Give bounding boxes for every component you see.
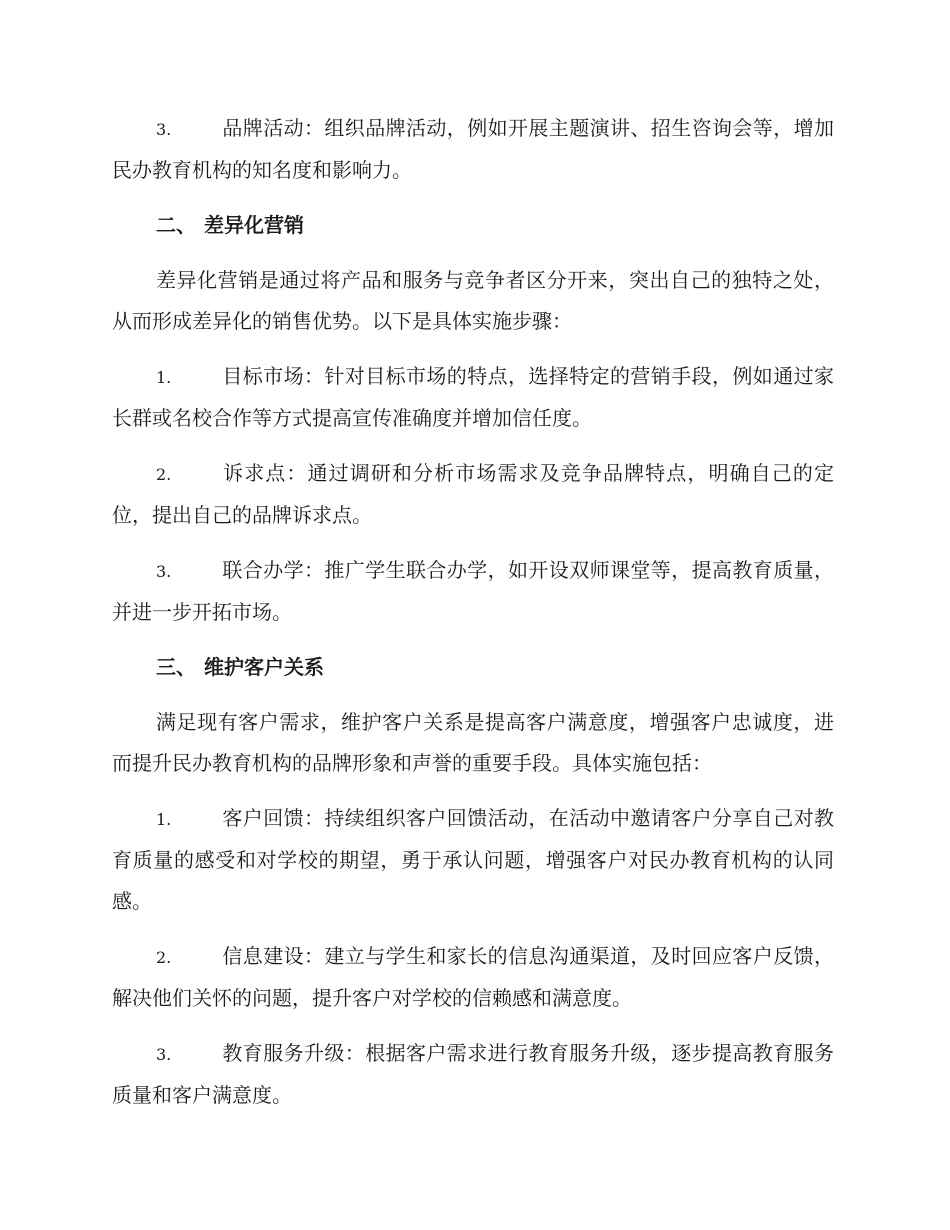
list-number: 3. bbox=[156, 1045, 172, 1064]
list-item-text: 信息建设：建立与学生和家长的信息沟通渠道，及时回应客户反馈，解决他们关怀的问题，提升客户对学校的信赖感和满意度。 bbox=[112, 944, 834, 1010]
list-item-customer-feedback bbox=[112, 798, 834, 922]
section-heading-customer-relations bbox=[112, 647, 834, 688]
list-item-text: 客户回馈：持续组织客户回馈活动，在活动中邀请客户分享自己对教育质量的感受和对学校的期望，勇于承认问题，增强客户对民办教育机构的认同感。 bbox=[112, 806, 834, 913]
paragraph-customer-relations-intro: 满足现有客户需求，维护客户关系是提高客户满意度，增强客户忠诚度，进而提升民办教育机构的品牌形象和声誉的重要手段。具体实施包括： bbox=[112, 710, 834, 775]
list-item-text: 诉求点：通过调研和分析市场需求及竞争品牌特点，明确自己的定位，提出自己的品牌诉求点。 bbox=[112, 461, 834, 527]
paragraph-differentiation-intro: 差异化营销是通过将产品和服务与竞争者区分开来，突出自己的独特之处，从而形成差异化的销售优势。以下是具体实施步骤： bbox=[112, 268, 834, 333]
list-number: 3. bbox=[156, 120, 172, 139]
list-number: 1. bbox=[156, 810, 172, 829]
list-item-text: 联合办学：推广学生联合办学，如开设双师课堂等，提高教育质量，并进一步开拓市场。 bbox=[112, 558, 834, 624]
list-number: 3. bbox=[156, 562, 172, 581]
list-item-brand-activity bbox=[112, 108, 834, 191]
list-number: 2. bbox=[156, 948, 172, 967]
list-item-joint-school bbox=[112, 550, 834, 633]
document-body bbox=[112, 108, 834, 1130]
list-number: 1. bbox=[156, 368, 172, 387]
list-item-service-upgrade bbox=[112, 1033, 834, 1116]
list-item-information-building bbox=[112, 936, 834, 1019]
section-heading-differentiation bbox=[112, 205, 834, 246]
section-number: 二、 bbox=[156, 213, 196, 237]
section-title: 差异化营销 bbox=[204, 213, 304, 237]
list-item-appeal-point bbox=[112, 453, 834, 536]
list-item-target-market bbox=[112, 356, 834, 439]
section-title: 维护客户关系 bbox=[204, 655, 324, 679]
list-number: 2. bbox=[156, 465, 172, 484]
list-item-text: 目标市场：针对目标市场的特点，选择特定的营销手段，例如通过家长群或名校合作等方式提高宣传准确度并增加信任度。 bbox=[112, 364, 834, 430]
section-number: 三、 bbox=[156, 655, 196, 679]
list-item-text: 教育服务升级：根据客户需求进行教育服务升级，逐步提高教育服务质量和客户满意度。 bbox=[112, 1041, 834, 1107]
list-item-text: 品牌活动：组织品牌活动，例如开展主题演讲、招生咨询会等，增加民办教育机构的知名度和影响力。 bbox=[112, 116, 834, 182]
